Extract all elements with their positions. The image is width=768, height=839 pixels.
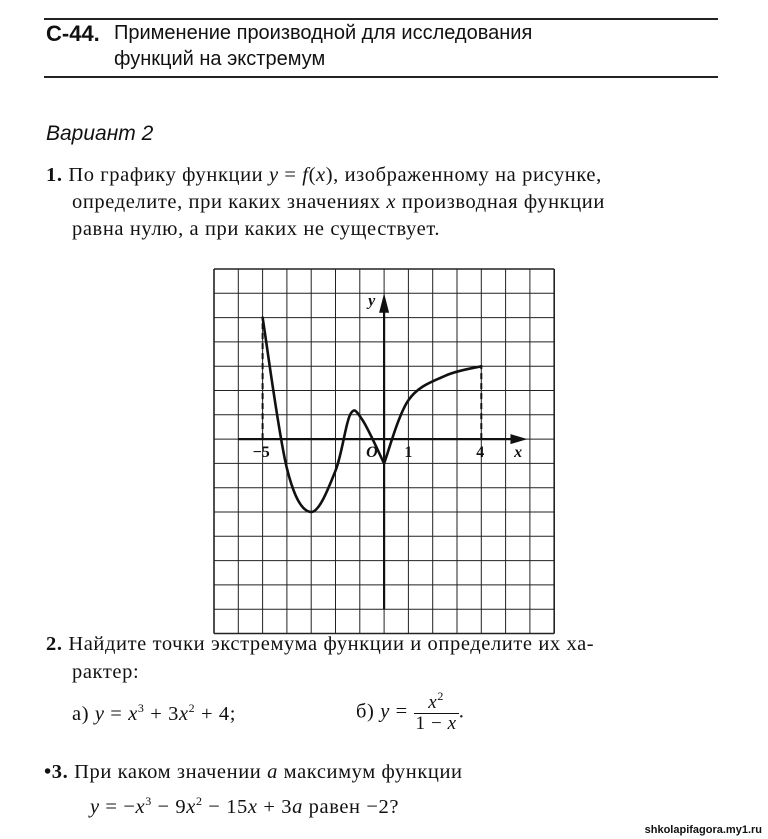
fraction: $\frac{x^2}{1 - x}$: [415, 689, 457, 734]
x-axis-arrow: [510, 434, 527, 444]
y-axis-arrow: [379, 293, 389, 312]
task3-line2: $y = -x^3 - 9x^2 - 15x + 3a$ равен −2?: [90, 794, 400, 818]
section-title-line2: функций на экстремум: [114, 48, 326, 70]
tick-label-4: 4: [476, 444, 485, 462]
task1-line3: равна нулю, а при каких не существует.: [72, 218, 441, 240]
task2-line1: 2. Найдите точки экстремума функции и определите их ха-: [46, 633, 595, 655]
section-code: С-44.: [46, 21, 100, 46]
origin-label: O: [366, 444, 378, 462]
task1-number: 1.: [46, 164, 63, 186]
task1-line1: 1. По графику функции y = f(x), изображенному на рисунке,: [46, 164, 602, 186]
tick-label-1: 1: [404, 444, 413, 462]
task1-line2: определите, при каких значениях x производная функции: [72, 191, 605, 213]
task2-part-a: а) $y = x^3 + 3x^2 + 4$;: [72, 701, 237, 725]
task3-line1: •3. При каком значении a максимум функции: [44, 761, 463, 783]
tick-label-minus5: −5: [252, 444, 270, 462]
task3-number: •3.: [44, 761, 69, 783]
variant-heading: Вариант 2: [46, 122, 154, 145]
x-axis-label: x: [514, 444, 523, 462]
dashed-guides: [263, 318, 482, 440]
watermark: shkolapifagora.my1.ru: [644, 824, 762, 836]
task2-number: 2.: [46, 633, 63, 655]
task2-line2: рактер:: [72, 661, 140, 683]
task2-part-b: б) y = $\frac{x^2}{1 - x}$ .: [356, 689, 464, 737]
y-axis-label: y: [368, 292, 376, 310]
section-title-line1: Применение производной для исследования: [114, 22, 533, 44]
